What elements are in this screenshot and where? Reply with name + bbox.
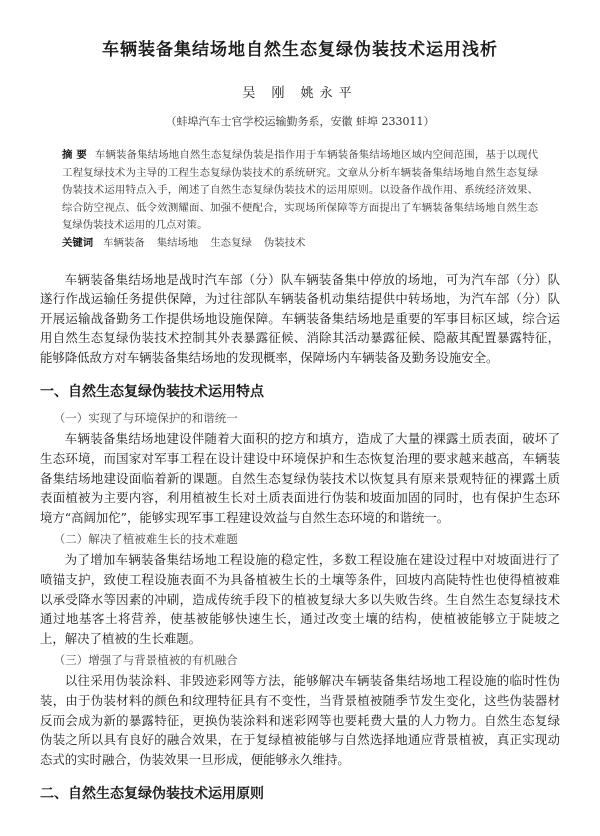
keyword: 伪装技术 (263, 236, 306, 249)
keyword: 集结场地 (156, 236, 199, 249)
keywords (62, 235, 538, 252)
body-paragraph: 为了增加车辆装备集结场地工程设施的稳定性，多数工程设施在建设过程中对坡面进行了喷锚支护，致使工程设施表面不为具备植被生长的土壤等条件，回坡内高陡特性也使得植被难以承受降水等因素的冲刷，造成传统手段下的植被复绿大多以失败告终。生自然生态复绿技术通过地基客土将营养，使基被能够快速生长，通过改变土壤的结构，使植被能够立于陡坡之上，解决了植被的生长难题。 (40, 552, 560, 646)
subsection-heading: （二）解决了植被难生长的技术难题 (53, 532, 238, 547)
abstract-text: 车辆装备集结场地自然生态复绿伪装是指作用于车辆装备集结场地区域内空间范围，基于以现代工程复绿技术为主导的工程生态复绿伪装技术的系统研究。文章从分析车辆装备集结场地自然生态复绿伪装技术运用特点入手，阐述了自然生态复绿伪装技术的运用原则。以设备作战作用、系统经济效果、综合防空视点、低令效测耀面、加强不便配合，实现场所保障等方面提出了车辆装备集结场地自然生态复绿伪装技术运用的几点对策。 (62, 149, 538, 231)
subsection-heading: （一）实现了与环境保护的和谐统一 (53, 411, 238, 426)
subsection-heading: （三）增强了与背景植被的有机融合 (53, 653, 238, 668)
intro-paragraph: 车辆装备集结场地是战时汽车部（分）队车辆装备集中停放的场地，可为汽车部（分）队遂行作战运输任务提供保障，为过往部队车辆装备机动集结提供中转场地，为汽车部（分）队开展运输战备勤务工作提供场地设施保障。车辆装备集结场地是重要的军事目标区域，综合运用自然生态复绿伪装技术控制其外表暴露征候、消除其活动暴露征候、隐蔽其配置暴露特征，能够降低敌方对车辆装备集结场地的发现概率，保障场内车辆装备及勤务设施安全。 (40, 271, 560, 365)
section-heading: 一、自然生态复绿伪装技术运用特点 (40, 384, 264, 401)
body-paragraph: 车辆装备集结场地建设伴随着大面积的挖方和填方，造成了大量的裸露土质表面，破坏了生态环境，而国家对军事工程在设计建设中环境保护和生态恢复治理的要求越来越高，车辆装备集结场地建设面临着新的课题。自然生态复绿伪装技术以恢复具有原来景观特征的裸露土质表面植被为主要内容，利用植被生长对土质表面进行伪装和坡面加固的同时，也有保护生态环境方“高阔加佗”，能够实现军事工程建设效益与自然生态环境的和谐统一。 (40, 431, 560, 525)
paper-affiliation: （蚌埠汽车士官学校运输勤务系，安徽 蚌埠 233011） (165, 115, 435, 128)
body-paragraph: 以往采用伪装涂料、非毁迹彩网等方法，能够解决车辆装备集结场地工程设施的临时性伪装，由于伪装材料的颜色和纹理特征具有不变性，当背景植被随季节发生变化，这些伪装器材反而会成为新的暴露特征，更换伪装涂料和迷彩网等也要耗费大量的人力物力。自然生态复绿伪装之所以具有良好的融合效果，在于复绿植被能够与自然选择地通应背景植被，真正实现动态式的实时融合，伪装效果一旦形成，便能够永久维持。 (40, 673, 560, 767)
abstract-label: 摘 要 (62, 149, 87, 161)
abstract (62, 147, 538, 235)
keyword: 车辆装备 (103, 236, 145, 249)
keywords-label: 关键词 (62, 236, 94, 249)
paper-authors: 吴 刚 姚永平 (242, 86, 358, 101)
keyword: 生态复绿 (210, 236, 252, 249)
paper-title: 车辆装备集结场地自然生态复绿伪装技术运用浅析 (102, 40, 498, 60)
section-heading: 二、自然生态复绿伪装技术运用原则 (40, 786, 264, 803)
